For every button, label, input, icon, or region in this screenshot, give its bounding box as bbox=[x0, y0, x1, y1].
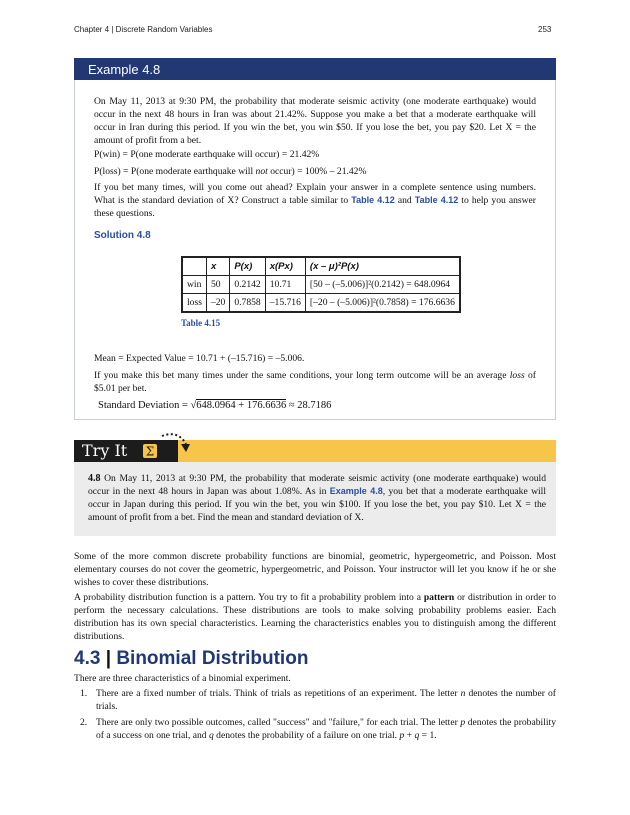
svg-text:Σ: Σ bbox=[145, 444, 155, 459]
p-win-line: P(win) = P(one moderate earthquake will occur) = 21.42% bbox=[94, 149, 320, 160]
sigma-icon bbox=[142, 443, 158, 459]
table-cell: 10.71 bbox=[265, 276, 305, 294]
try-it-paragraph: 4.8 On May 11, 2013 at 9:30 PM, the probability that moderate seismic activity (one moderate earthquake) would occur in the next 48 hours in Japan was about 1.08%. As in Example 4.8, you bet that a moderate earthquake will occur in Japan during this period. If you win the bet, you win $100. If you lose the bet, you pay $10. Let X = the amount of profit from a bet. Find the mean and standard deviation of X. bbox=[88, 473, 546, 523]
table-cell: [–20 – (–5.006)]²(0.7858) = 176.6636 bbox=[305, 294, 459, 313]
example-paragraph-1: On May 11, 2013 at 9:30 PM, the probability that moderate seismic activity (one moderate earthquake) would occur in the next 48 hours in Iran was about 21.42%. Suppose you make a bet that a moderate earthquake will occur in Iran during this period. If you win the bet, you win $50. If you lose the bet, you pay $20. Let X = the amount of profit from a bet. bbox=[94, 96, 536, 146]
try-it-label: Try It bbox=[82, 441, 128, 460]
mean-line: Mean = Expected Value = 10.71 + (–15.716) = –5.006. bbox=[94, 353, 305, 364]
body-paragraph-1: Some of the more common discrete probability functions are binomial, geometric, hypergeometric, and Poisson. Most elementary courses do not cover the geometric, hypergeometric, and Poisson. Your instructor will let you know if he or she wishes to cover these distributions. bbox=[74, 551, 556, 588]
page-number: 253 bbox=[538, 25, 552, 34]
section-heading: 4.3 | Binomial Distribution bbox=[74, 648, 309, 669]
table-4-12-link[interactable]: Table 4.12 bbox=[351, 195, 395, 205]
table-header-cell: (x – μ)²P(x) bbox=[305, 257, 459, 276]
list-item: 2. There are only two possible outcomes, called "success" and "failure," for each trial. The letter p denotes the probability of a success on one trial, and q denotes the probability of a failure on one trial. p + q = 1. bbox=[80, 717, 556, 741]
list-item: 1. There are a fixed number of trials. Think of trials as repetitions of an experiment. The letter n denotes the number of trials. bbox=[80, 688, 556, 712]
example-title-bar bbox=[74, 58, 556, 80]
table-header-cell: x bbox=[206, 257, 229, 276]
standard-deviation-formula: Standard Deviation = √648.0964 + 176.6636 ≈ 28.7186 bbox=[98, 400, 332, 411]
example-title: Example 4.8 bbox=[88, 62, 161, 77]
table-header-cell bbox=[182, 257, 206, 276]
table-cell: 50 bbox=[206, 276, 229, 294]
probability-table bbox=[181, 256, 461, 313]
sqrt-icon: √ bbox=[190, 400, 197, 411]
solution-heading: Solution 4.8 bbox=[94, 230, 151, 241]
table-row bbox=[182, 276, 460, 294]
outcome-paragraph: If you make this bet many times under the same conditions, your long term outcome will be an average loss of $5.01 per bet. bbox=[94, 370, 536, 394]
table-cell: –15.716 bbox=[265, 294, 305, 313]
characteristics-list bbox=[74, 687, 556, 745]
table-cell: 0.7858 bbox=[230, 294, 265, 313]
example-paragraph-2: If you bet many times, will you come out ahead? Explain your answer in a complete sentence using numbers. What is the standard deviation of X? Construct a table similar to Table 4.12 and Table 4.12 to help you answer these questions. bbox=[94, 182, 537, 219]
table-cell: win bbox=[182, 276, 206, 294]
table-row bbox=[182, 294, 460, 313]
table-cell: loss bbox=[182, 294, 206, 313]
body-paragraph-2: A probability distribution function is a pattern. You try to fit a probability problem into a pattern or distribution in order to perform the necessary calculations. These distributions are tools to make solving probability problems easier. Each distribution has its own special characteristics. Learning the characteristics enables you to distinguish among the different distributions. bbox=[74, 592, 556, 642]
dotted-arrow-icon bbox=[158, 430, 194, 460]
running-header-chapter: Chapter 4 | Discrete Random Variables bbox=[74, 25, 213, 34]
table-4-12-link-2[interactable]: Table 4.12 bbox=[414, 195, 459, 205]
table-header-cell: x(Px) bbox=[265, 257, 305, 276]
table-cell: –20 bbox=[206, 294, 229, 313]
table-cell: [50 – (–5.006)]²(0.2142) = 648.0964 bbox=[305, 276, 459, 294]
table-header-cell: P(x) bbox=[230, 257, 265, 276]
table-caption: Table 4.15 bbox=[181, 318, 221, 328]
table-cell: 0.2142 bbox=[230, 276, 265, 294]
p-loss-line: P(loss) = P(one moderate earthquake will not occur) = 100% – 21.42% bbox=[94, 166, 367, 177]
section-intro: There are three characteristics of a binomial experiment. bbox=[74, 673, 291, 684]
example-4-8-link[interactable]: Example 4.8 bbox=[329, 486, 383, 496]
table-header-row bbox=[182, 257, 460, 276]
